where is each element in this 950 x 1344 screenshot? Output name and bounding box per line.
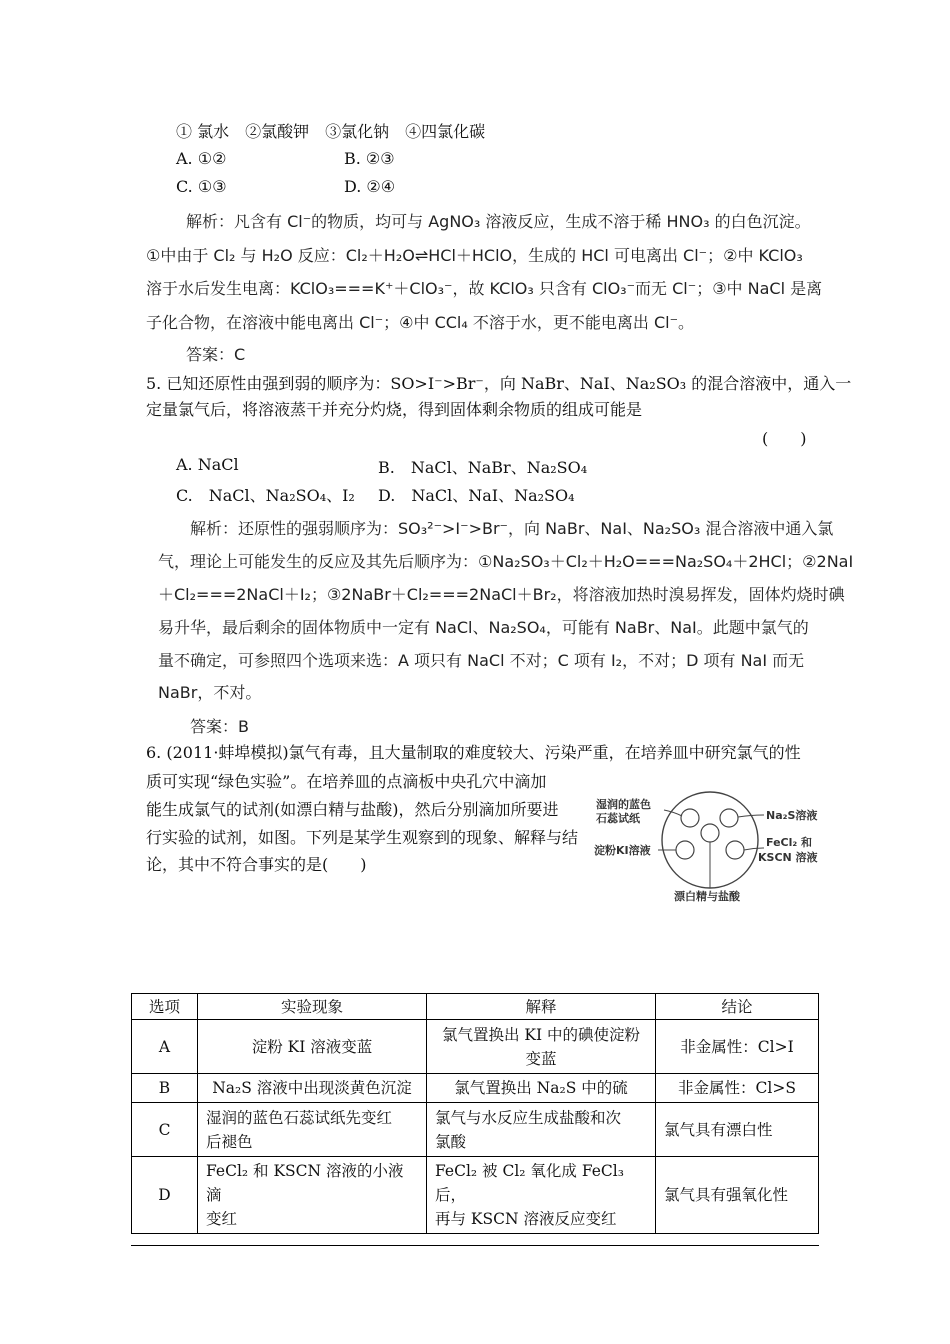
table-row (132, 1074, 819, 1103)
row-d-phenomenon-line-1: FeCl₂ 和 KSCN 溶液的小液滴 (206, 1162, 404, 1204)
row-a-option: A (132, 1020, 198, 1074)
well-right (726, 841, 744, 859)
q6-table (131, 993, 819, 1234)
row-d-option: D (132, 1157, 198, 1234)
q6-stem-line-2: 质可实现“绿色实验”。在培养皿的点滴板中央孔穴中滴加 (146, 772, 547, 791)
q4-option-b: B. ②③ (344, 149, 395, 168)
q4-option-d: D. ②④ (344, 177, 396, 196)
q4-answer: 答案：C (186, 345, 246, 364)
row-d-explanation-line-2: 再与 KSCN 溶液反应变红 (435, 1210, 617, 1228)
q5-analysis-line-6: NaBr，不对。 (158, 683, 262, 702)
row-d-explanation-line-1: FeCl₂ 被 Cl₂ 氧化成 FeCl₃ 后， (435, 1162, 624, 1204)
q5-option-a: A. NaCl (176, 455, 239, 474)
label-litmus-2: 石蕊试纸 (596, 812, 640, 825)
row-d-explanation (427, 1157, 656, 1234)
table-row (132, 1157, 819, 1234)
row-c-phenomenon-line-1: 湿润的蓝色石蕊试纸先变红 (206, 1108, 393, 1127)
row-d-phenomenon-line-2: 变红 (206, 1210, 238, 1228)
q5-answer: 答案：B (190, 717, 249, 736)
label-na2s: Na₂S溶液 (766, 809, 818, 822)
q4-analysis-line-4: 子化合物，在溶液中能电离出 Cl⁻；④中 CCl₄ 不溶于水，更不能电离出 Cl⁻。 (146, 313, 695, 332)
row-b-phenomenon: Na₂S 溶液中出现淡黄色沉淀 (198, 1074, 427, 1103)
row-c-phenomenon (198, 1103, 427, 1157)
petri-dish-diagram (592, 785, 832, 910)
row-a-explanation-line-1: 氯气置换出 KI 中的碘使淀粉 (441, 1025, 641, 1044)
q4-analysis-line-1: 解析：凡含有 Cl⁻的物质，均可与 AgNO₃ 溶液反应，生成不溶于稀 HNO₃ 的白色沉淀。 (186, 212, 811, 231)
label-fecl2-2: KSCN 溶液 (758, 851, 818, 864)
leader-right (744, 848, 764, 850)
q5-stem-line-2: 定量氯气后，将溶液蒸干并充分灼烧，得到固体剩余物质的组成可能是 (146, 400, 643, 419)
row-c-phenomenon-line-2: 后褪色 (206, 1132, 253, 1151)
q4-option-a: A. ①② (176, 149, 227, 168)
q4-analysis-line-3: 溶于水后发生电离：KClO₃===K⁺＋ClO₃⁻，故 KClO₃ 只含有 ClO₃⁻而无 Cl⁻；③中 NaCl 是离 (146, 279, 823, 298)
row-c-explanation (427, 1103, 656, 1157)
q5-option-d: D. NaCl、NaI、Na₂SO₄ (378, 486, 575, 505)
label-fecl2-1: FeCl₂ 和 (766, 836, 813, 849)
table-row (132, 1020, 819, 1074)
well-left (676, 841, 694, 859)
row-c-explanation-line-1: 氯气与水反应生成盐酸和次 (435, 1108, 622, 1127)
row-b-explanation: 氯气置换出 Na₂S 中的硫 (427, 1074, 656, 1103)
leader-top-left (664, 810, 682, 816)
q5-option-b: B. NaCl、NaBr、Na₂SO₄ (378, 458, 588, 477)
q5-option-c: C. NaCl、Na₂SO₄、I₂ (176, 486, 355, 505)
q6-stem-line-4: 行实验的试剂，如图。下列是某学生观察到的现象、解释与结 (146, 828, 579, 847)
q5-analysis-line-3: ＋Cl₂===2NaCl＋I₂；③2NaBr＋Cl₂===2NaCl＋Br₂，将溶液加热时溴易挥发，固体灼烧时碘 (158, 585, 845, 604)
row-a-phenomenon: 淀粉 KI 溶液变蓝 (198, 1020, 427, 1074)
row-c-explanation-line-2: 氯酸 (435, 1132, 467, 1151)
q4-analysis-line-2: ①中由于 Cl₂ 与 H₂O 反应：Cl₂＋H₂O⇌HCl＋HClO，生成的 HCl 可电离出 Cl⁻；②中 KClO₃ (146, 246, 803, 265)
header-phenomenon: 实验现象 (198, 994, 427, 1020)
label-litmus-1: 湿润的蓝色 (596, 798, 651, 811)
well-top-right (720, 809, 738, 827)
q5-analysis-line-1: 解析：还原性的强弱顺序为：SO₃²⁻>I⁻>Br⁻，向 NaBr、NaI、Na₂SO₃ 混合溶液中通入氯 (190, 519, 834, 538)
row-a-explanation (427, 1020, 656, 1074)
row-d-phenomenon (198, 1157, 427, 1234)
row-c-option: C (132, 1103, 198, 1157)
row-a-explanation-line-2: 变蓝 (525, 1049, 557, 1068)
leader-top-right (738, 815, 764, 817)
row-a-conclusion: 非金属性：Cl>I (656, 1020, 819, 1074)
label-bleach: 漂白精与盐酸 (674, 890, 740, 903)
row-b-conclusion: 非金属性：Cl>S (656, 1074, 819, 1103)
q6-stem-line-3: 能生成氯气的试剂(如漂白精与盐酸)，然后分别滴加所要进 (146, 800, 559, 819)
well-top-left (681, 809, 699, 827)
q4-items: ① 氯水 ②氯酸钾 ③氯化钠 ④四氯化碳 (176, 122, 486, 141)
row-b-option: B (132, 1074, 198, 1103)
header-option: 选项 (132, 994, 198, 1020)
well-center (701, 824, 719, 842)
q4-option-c: C. ①③ (176, 177, 227, 196)
q5-analysis-line-5: 量不确定，可参照四个选项来选：A 项只有 NaCl 不对；C 项有 I₂，不对；D 项有 NaI 而无 (158, 651, 805, 670)
footer-rule (131, 1245, 819, 1246)
q5-stem-line-1: 5. 已知还原性由强到弱的顺序为：SO>I⁻>Br⁻，向 NaBr、NaI、Na₂SO₃ 的混合溶液中，通入一 (146, 374, 852, 393)
header-explanation: 解释 (427, 994, 656, 1020)
q6-stem-line-1: 6. (2011·蚌埠模拟)氯气有毒，且大量制取的难度较大、污染严重，在培养皿中研究氯气的性 (146, 743, 801, 762)
row-c-conclusion: 氯气具有漂白性 (656, 1103, 819, 1157)
row-d-conclusion: 氯气具有强氧化性 (656, 1157, 819, 1234)
q5-analysis-line-2: 气，理论上可能发生的反应及其先后顺序为：①Na₂SO₃＋Cl₂＋H₂O===Na₂SO₄＋2HCl；②2NaI (158, 552, 854, 571)
q5-analysis-line-4: 易升华，最后剩余的固体物质中一定有 NaCl、Na₂SO₄，可能有 NaBr、NaI。此题中氯气的 (158, 618, 809, 637)
table-row (132, 1103, 819, 1157)
header-conclusion: 结论 (656, 994, 819, 1020)
q6-stem-line-5: 论，其中不符合事实的是( ) (146, 855, 367, 874)
q5-answer-paren: ( ) (762, 429, 807, 448)
table-header-row (132, 994, 819, 1020)
label-starch-ki: 淀粉KI溶液 (594, 844, 651, 857)
